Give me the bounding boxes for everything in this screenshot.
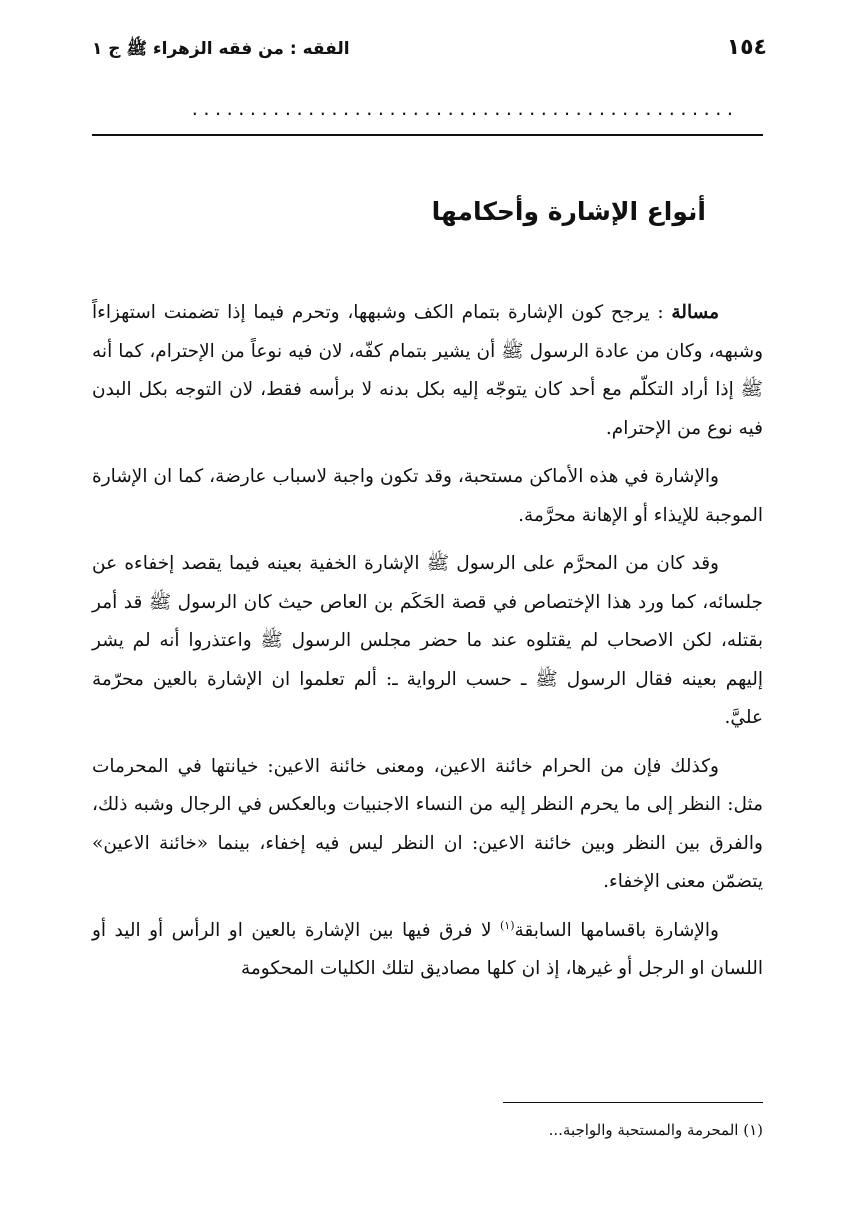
header-divider [92, 134, 763, 136]
paragraph-3: وقد كان من المحرَّم على الرسول ﷺ الإشارة الخفية بعينه فيما يقصد إخفاءه عن جلسائه، كما ورد هذا الإختصاص في قصة الحَكَم بن العاص حيث كان الرسول ﷺ قد أمر بقتله، لكن الاصحاب لم يقتلوه عند ما حضر مجلس الرسول ﷺ واعتذروا أنه لم يشر إليهم بعينه فقال الرسول ﷺ ـ حسب الرواية ـ: ألم تعلموا ان الإشارة بالعين محرّمة عليَّ. [92, 553, 763, 728]
paragraph-2: والإشارة في هذه الأماكن مستحبة، وقد تكون واجبة لاسباب عارضة، كما ان الإشارة الموجبة للإيذاء أو الإهانة محرَّمة. [92, 466, 763, 526]
paragraph-5 [92, 912, 763, 989]
body-text [92, 294, 763, 989]
paragraph-1-text: : يرجح كون الإشارة بتمام الكف وشبهها، وتحرم فيما إذا تضمنت استهزاءاً وشبهه، وكان من عادة الرسول ﷺ أن يشير بتمام كفّه، لان فيه نوعاً من الإحترام، كما أنه ﷺ إذا أراد التكلّم مع أحد كان يتوجّه إليه بكل بدنه لا برأسه فقط، لان التوجه بكل البدن فيه نوع من الإحترام. [92, 302, 763, 439]
footnote-marker: (١) [499, 918, 515, 932]
paragraph-1 [92, 294, 763, 448]
running-header [92, 34, 767, 66]
dotted-ornament: ............................................... [190, 100, 737, 119]
book-title: الفقه : من فقه الزهراء ﷺ ج ١ [92, 39, 350, 59]
paragraph-5-end: لا فرق فيها بين الإشارة بالعين او الرأس أو اليد أو اللسان او الرجل أو غيرها، إذ ان كلها مصاديق لتلك الكليات المحكومة [92, 919, 763, 979]
paragraph-5-start: والإشارة باقسامها السابقة [514, 919, 719, 941]
footnote: (١) المحرمة والمستحبة والواجبة... [548, 1121, 763, 1139]
issue-term: مسالة [671, 302, 719, 323]
page-number: ١٥٤ [726, 35, 767, 60]
section-heading: أنواع الإشارة وأحكامها [431, 197, 706, 226]
paragraph-4: وكذلك فإن من الحرام خائنة الاعين، ومعنى خائنة الاعين: خيانتها في المحرمات مثل: النظر إلى ما يحرم النظر إليه من النساء الاجنبيات وبالعكس في الرجال وشبه ذلك، والفرق بين النظر وبين خائنة الاعين: ان النظر ليس فيه إخفاء، بينما «خائنة الاعين» يتضمّن معنى الإخفاء. [92, 755, 763, 892]
footnote-divider [503, 1102, 763, 1103]
